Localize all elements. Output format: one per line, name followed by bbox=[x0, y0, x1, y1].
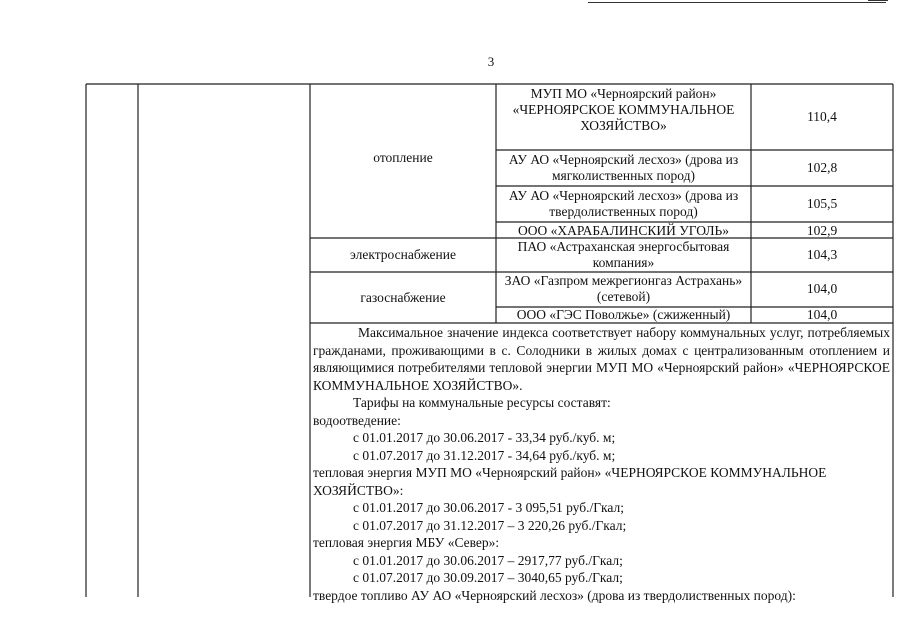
provider-cell: АУ АО «Черноярский лесхоз» (дрова из мягколиственных пород) bbox=[508, 152, 739, 183]
tariff-line: с 01.01.2017 до 30.06.2017 – 2917,77 руб./Гкал; bbox=[353, 552, 623, 568]
service-electricity: электроснабжение bbox=[350, 247, 456, 262]
index-value: 102,8 bbox=[806, 160, 838, 175]
index-value: 104,3 bbox=[806, 247, 838, 262]
tariff-line: с 01.07.2017 до 30.09.2017 – 3040,65 руб./Гкал; bbox=[353, 570, 623, 585]
tariff-line: с 01.07.2017 до 31.12.2017 – 3 220,26 руб./Гкал; bbox=[353, 517, 627, 533]
provider-cell: ПАО «Астраханская энергосбытовая компания» bbox=[517, 239, 730, 270]
top-edge-tick bbox=[868, 0, 888, 1]
index-value: 104,0 bbox=[806, 281, 838, 296]
service-heating: отопление bbox=[373, 150, 433, 165]
index-value: 104,0 bbox=[806, 307, 838, 322]
provider-cell: ООО «ХАРАБАЛИНСКИЙ УГОЛЬ» bbox=[517, 223, 730, 238]
index-value: 105,5 bbox=[806, 196, 838, 211]
tariff-line: с 01.01.2017 до 30.06.2017 - 33,34 руб./куб. м; bbox=[353, 430, 616, 445]
tariff-line: с 01.07.2017 до 31.12.2017 - 34,64 руб./куб. м; bbox=[353, 447, 616, 463]
note-block bbox=[313, 324, 890, 604]
fuel-heading: твердое топливо АУ АО «Черноярский лесхоз» (дрова из твердолиственных пород): bbox=[313, 587, 796, 603]
heat2-heading: тепловая энергия МБУ «Север»: bbox=[313, 535, 500, 550]
water-heading: водоотведение: bbox=[313, 412, 401, 428]
page-number: 3 bbox=[487, 54, 495, 69]
tariffs-intro: Тарифы на коммунальные ресурсы составят: bbox=[353, 395, 611, 410]
tariff-line: с 01.01.2017 до 30.06.2017 - 3 095,51 руб./Гкал; bbox=[353, 500, 625, 515]
top-edge-line bbox=[588, 2, 886, 3]
heat1-heading: тепловая энергия МУП МО «Черноярский район» «ЧЕРНОЯРСКОЕ КОММУНАЛЬНОЕ ХОЗЯЙСТВО»: bbox=[313, 465, 827, 498]
index-value: 110,4 bbox=[807, 109, 837, 124]
service-gas: газоснабжение bbox=[360, 290, 446, 305]
note-paragraph: Максимальное значение индекса соответствует набору коммунальных услуг, потребляемых гражданами, проживающими в с. Солодники в жилых домах с централизованным отоплением и являющимися потребителями тепловой энергии МУП МО «Черноярский район» «ЧЕРНОЯРСКОЕ КОММУНАЛЬНОЕ ХОЗЯЙСТВО». bbox=[313, 325, 890, 393]
provider-cell: МУП МО «Черноярский район» «ЧЕРНОЯРСКОЕ КОММУНАЛЬНОЕ ХОЗЯЙСТВО» bbox=[512, 86, 735, 133]
provider-cell: ЗАО «Газпром межрегионгаз Астрахань» (сетевой) bbox=[504, 273, 743, 304]
index-value: 102,9 bbox=[806, 223, 838, 238]
provider-cell: АУ АО «Черноярский лесхоз» (дрова из твердолиственных пород) bbox=[508, 188, 739, 219]
provider-cell: ООО «ГЭС Поволжье» (сжиженный) bbox=[516, 307, 731, 322]
